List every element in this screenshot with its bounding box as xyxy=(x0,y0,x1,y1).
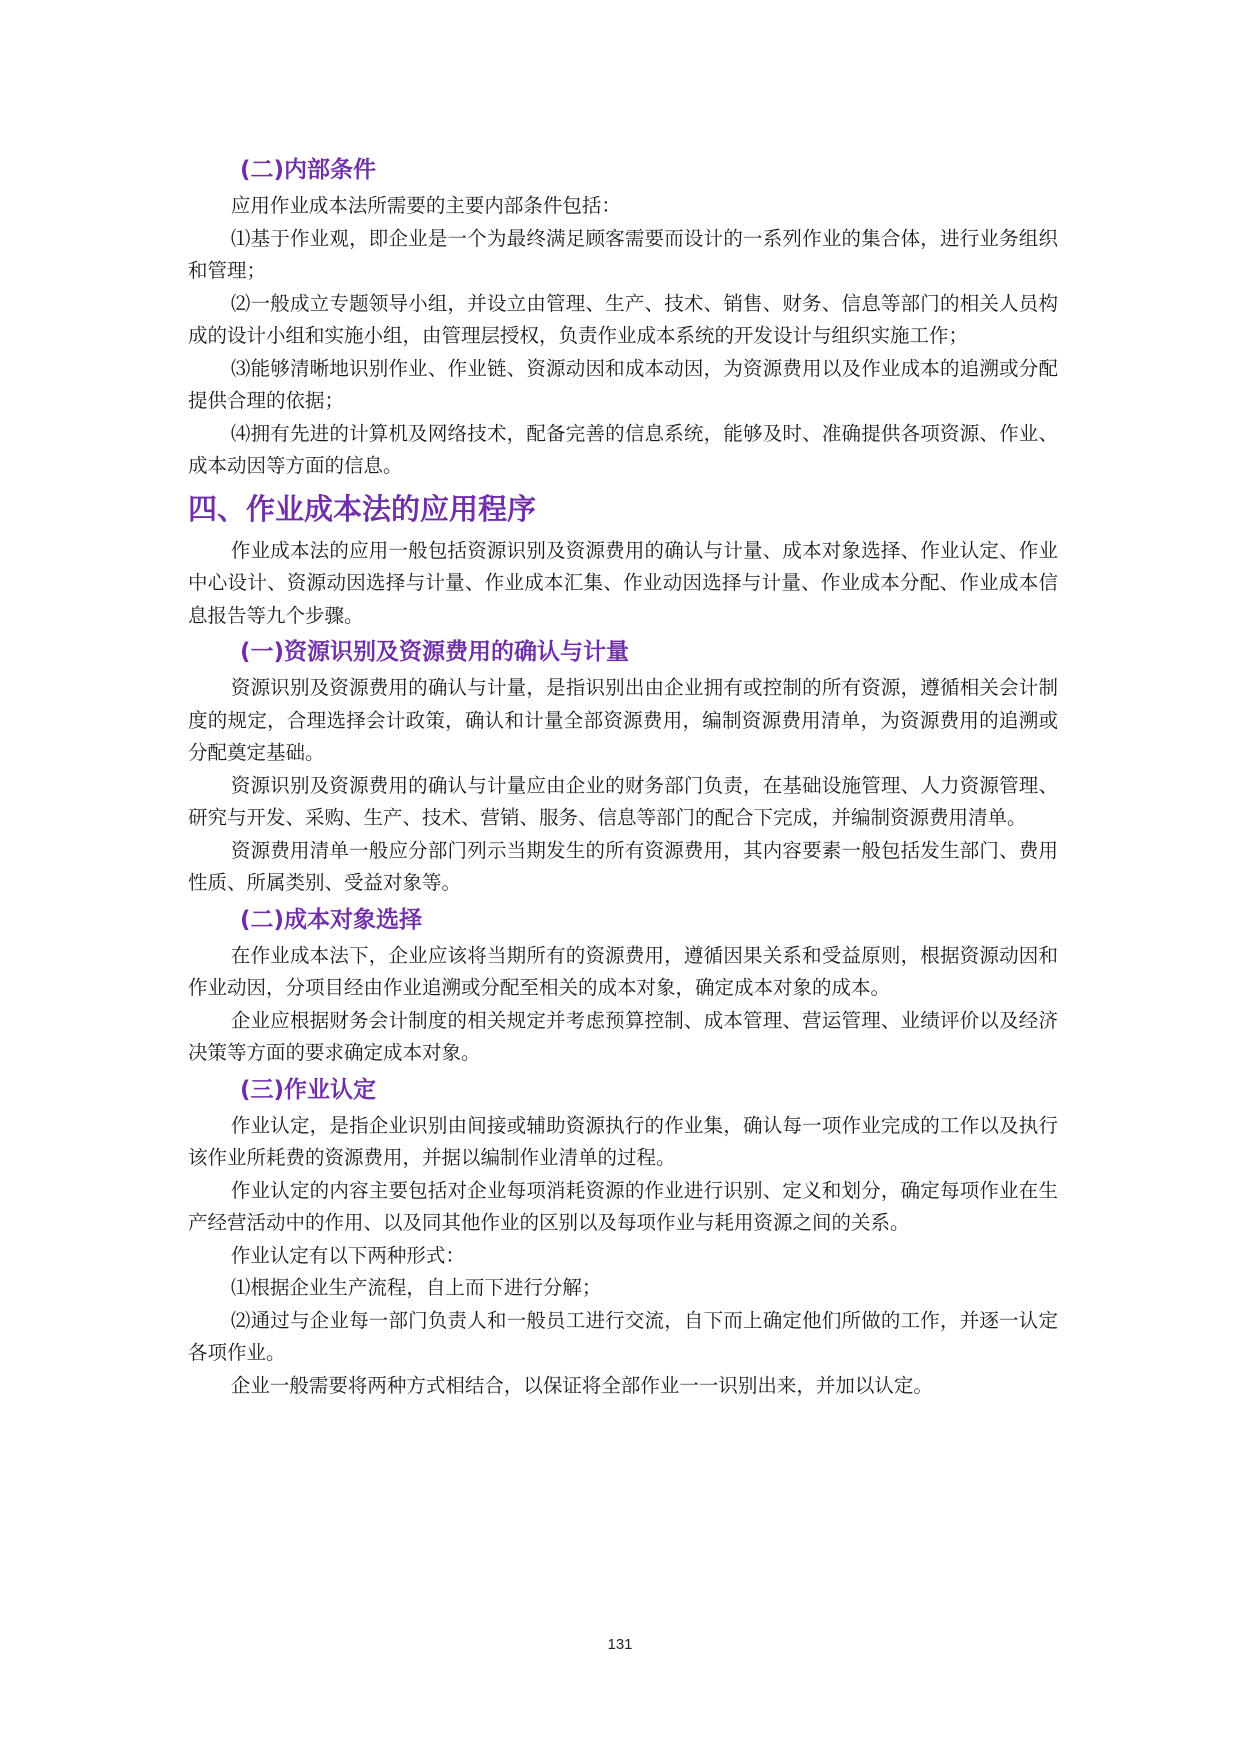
section-heading-internal-conditions: (二)内部条件 xyxy=(240,157,377,183)
paragraph: ⑶能够清晰地识别作业、作业链、资源动因和成本动因，为资源费用以及作业成本的追溯或分配提供合理的依据； xyxy=(188,356,1058,412)
section-heading-activity-identification: (三)作业认定 xyxy=(240,1076,377,1103)
paragraph: 在作业成本法下，企业应该将当期所有的资源费用，遵循因果关系和受益原则，根据资源动因和作业动因，分项目经由作业追溯或分配至相关的成本对象，确定成本对象的成本。 xyxy=(188,943,1058,999)
paragraph: ⑴基于作业观，即企业是一个为最终满足顾客需要而设计的一系列作业的集合体，进行业务组织和管理； xyxy=(188,226,1058,282)
chapter-heading: 四、作业成本法的应用程序 xyxy=(188,491,537,526)
paragraph: 资源识别及资源费用的确认与计量，是指识别出由企业拥有或控制的所有资源，遵循相关会计制度的规定，合理选择会计政策，确认和计量全部资源费用，编制资源费用清单，为资源费用的追溯或分配奠定基础。 xyxy=(188,676,1058,764)
paragraph: 资源费用清单一般应分部门列示当期发生的所有资源费用，其内容要素一般包括发生部门、费用性质、所属类别、受益对象等。 xyxy=(188,838,1058,894)
section-heading-cost-object-selection: (二)成本对象选择 xyxy=(240,906,423,933)
paragraph: 资源识别及资源费用的确认与计量应由企业的财务部门负责，在基础设施管理、人力资源管理、研究与开发、采购、生产、技术、营销、服务、信息等部门的配合下完成，并编制资源费用清单。 xyxy=(188,773,1058,829)
paragraph: ⑵通过与企业每一部门负责人和一般员工进行交流，自下而上确定他们所做的工作，并逐一认定各项作业。 xyxy=(188,1308,1058,1364)
page-content xyxy=(188,150,1058,1402)
paragraph: 企业应根据财务会计制度的相关规定并考虑预算控制、成本管理、营运管理、业绩评价以及经济决策等方面的要求确定成本对象。 xyxy=(188,1008,1058,1064)
paragraph: 作业认定有以下两种形式： xyxy=(230,1243,465,1267)
paragraph: 应用作业成本法所需要的主要内部条件包括： xyxy=(230,194,621,217)
section-heading-resource-identification: (一)资源识别及资源费用的确认与计量 xyxy=(240,639,630,665)
paragraph: 企业一般需要将两种方式相结合，以保证将全部作业一一识别出来，并加以认定。 xyxy=(230,1373,933,1397)
page-number: 131 xyxy=(607,1636,633,1653)
paragraph: ⑴根据企业生产流程，自上而下进行分解； xyxy=(230,1276,602,1299)
paragraph: ⑷拥有先进的计算机及网络技术，配备完善的信息系统，能够及时、准确提供各项资源、作业、成本动因等方面的信息。 xyxy=(188,421,1058,477)
paragraph: 作业认定，是指企业识别由间接或辅助资源执行的作业集，确认每一项作业完成的工作以及执行该作业所耗费的资源费用，并据以编制作业清单的过程。 xyxy=(188,1113,1058,1169)
paragraph: 作业成本法的应用一般包括资源识别及资源费用的确认与计量、成本对象选择、作业认定、作业中心设计、资源动因选择与计量、作业成本汇集、作业动因选择与计量、作业成本分配、作业成本信息报告等九个步骤。 xyxy=(188,538,1058,627)
paragraph: 作业认定的内容主要包括对企业每项消耗资源的作业进行识别、定义和划分，确定每项作业在生产经营活动中的作用、以及同其他作业的区别以及每项作业与耗用资源之间的关系。 xyxy=(188,1178,1058,1234)
paragraph: ⑵一般成立专题领导小组，并设立由管理、生产、技术、销售、财务、信息等部门的相关人员构成的设计小组和实施小组，由管理层授权，负责作业成本系统的开发设计与组织实施工作； xyxy=(188,291,1058,347)
